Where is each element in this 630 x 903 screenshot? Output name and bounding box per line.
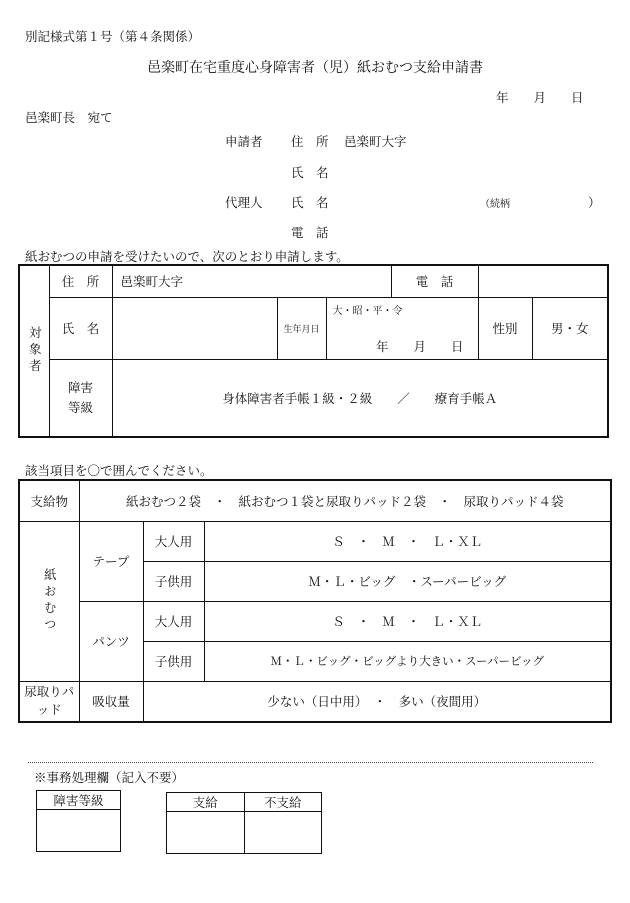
office-supply-table bbox=[166, 792, 322, 854]
pad-label: 尿取りパッド bbox=[19, 681, 79, 722]
applicant-name-label: 氏 名 bbox=[291, 165, 329, 180]
subject-phone-label: 電 話 bbox=[391, 265, 478, 297]
dotted-divider bbox=[28, 762, 593, 763]
office-no-supply-label: 不支給 bbox=[244, 793, 322, 812]
tape-label: テープ bbox=[79, 521, 143, 601]
form-number: 別記様式第１号（第４条関係） bbox=[25, 29, 201, 44]
era-options: 大・昭・平・令 bbox=[332, 305, 403, 317]
office-no-supply-field[interactable] bbox=[244, 812, 322, 854]
select-instruction: 該当項目を〇で囲んでください。 bbox=[25, 463, 213, 478]
sex-label: 性別 bbox=[478, 297, 532, 359]
supply-table bbox=[18, 479, 612, 723]
applicant-address-label: 住 所 bbox=[291, 134, 329, 149]
pants-child-sizes[interactable]: Ｍ・Ｌ・ビッグ・ビッグより大きい・スーパービッグ bbox=[204, 641, 611, 681]
subject-table bbox=[18, 264, 609, 438]
pants-adult-sizes[interactable]: Ｓ ・ Ｍ ・ Ｌ・ＸＬ bbox=[204, 601, 611, 641]
office-supply-label: 支給 bbox=[167, 793, 245, 812]
agent-name-label: 氏 名 bbox=[291, 195, 329, 210]
supply-options[interactable]: 紙おむつ２袋 ・ 紙おむつ１袋と尿取りパッド２袋 ・ 尿取りパッド４袋 bbox=[79, 480, 611, 521]
subject-address-label: 住 所 bbox=[49, 265, 112, 297]
pants-child-label: 子供用 bbox=[143, 641, 204, 681]
birth-date-line: 年 月 日 bbox=[376, 338, 464, 354]
tape-adult-sizes[interactable]: Ｓ ・ Ｍ ・ Ｌ・ＸＬ bbox=[204, 521, 611, 561]
relation-open: （続柄 bbox=[480, 199, 510, 210]
absorb-label: 吸収量 bbox=[79, 681, 143, 722]
subject-name-label: 氏 名 bbox=[49, 297, 112, 359]
office-grade-field[interactable] bbox=[37, 810, 121, 852]
tape-child-sizes[interactable]: Ｍ・Ｌ・ビッグ ・スーパービッグ bbox=[204, 561, 611, 601]
subject-phone-field[interactable] bbox=[478, 265, 608, 297]
agent-label: 代理人 bbox=[225, 195, 263, 210]
tape-child-label: 子供用 bbox=[143, 561, 204, 601]
sex-options[interactable]: 男・女 bbox=[532, 297, 608, 359]
disability-value[interactable]: 身体障害者手帳１級・２級 ／ 療育手帳Ａ bbox=[112, 359, 608, 437]
applicant-label: 申請者 bbox=[225, 134, 263, 149]
applicant-phone-label: 電 話 bbox=[291, 225, 329, 240]
subject-address-value: 邑楽町大字 bbox=[112, 265, 391, 297]
office-heading: ※事務処理欄（記入不要） bbox=[34, 770, 185, 785]
office-supply-field[interactable] bbox=[167, 812, 245, 854]
tape-adult-label: 大人用 bbox=[143, 521, 204, 561]
absorb-options[interactable]: 少ない（日中用） ・ 多い（夜間用） bbox=[143, 681, 611, 722]
diaper-label: 紙おむつ bbox=[19, 521, 79, 681]
supply-label: 支給物 bbox=[19, 480, 79, 521]
applicant-address-value: 邑楽町大字 bbox=[344, 134, 407, 149]
intro-text: 紙おむつの申請を受けたいので、次のとおり申請します。 bbox=[25, 249, 349, 264]
birth-label: 生年月日 bbox=[277, 297, 326, 359]
page-title: 邑楽町在宅重度心身障害者（児）紙おむつ支給申請書 bbox=[147, 60, 483, 76]
addressee: 邑楽町長 宛て bbox=[25, 110, 113, 125]
subject-side-label: 対象者 bbox=[19, 265, 49, 437]
office-grade-table bbox=[36, 790, 121, 852]
office-grade-label: 障害等級 bbox=[37, 791, 121, 810]
date-line: 年 月 日 bbox=[496, 90, 584, 105]
birth-date-field[interactable] bbox=[326, 297, 478, 359]
relation-close: ） bbox=[588, 195, 601, 210]
disability-label: 障害等級 bbox=[49, 359, 112, 437]
subject-name-field[interactable] bbox=[112, 297, 277, 359]
pants-label: パンツ bbox=[79, 601, 143, 681]
pants-adult-label: 大人用 bbox=[143, 601, 204, 641]
